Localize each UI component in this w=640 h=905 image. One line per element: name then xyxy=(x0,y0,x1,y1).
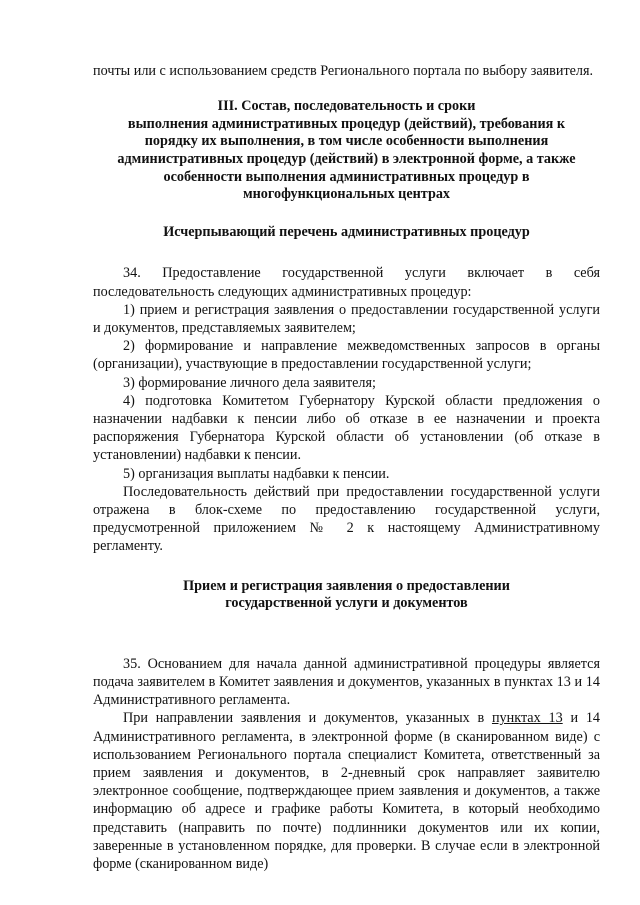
section-heading-line: порядку их выполнения, в том числе особенности выполнения xyxy=(144,133,549,150)
paragraph-35: 35. Основанием для начала данной административной процедуры является подача заявителем в Комитет заявления и документов, указанных в пунктах 13 и 14 Административного регламента. xyxy=(93,655,600,709)
section-heading-line: административных процедур (действий) в электронной форме, а также xyxy=(117,150,576,167)
section-heading xyxy=(93,98,600,204)
paragraph-text: При направлении заявления и документов, указанных в xyxy=(123,710,492,727)
sub-heading-reception xyxy=(93,578,600,613)
section-heading-line: III. Состав, последовательность и сроки xyxy=(217,98,476,115)
list-item: 2) формирование и направление межведомственных запросов в органы (организации), участвующие в предоставлении государственной услуги; xyxy=(93,338,600,373)
section-heading-line: особенности выполнения административных процедур в xyxy=(163,168,530,185)
paragraph-electronic-submission xyxy=(93,709,600,873)
list-item: 1) прием и регистрация заявления о предоставлении государственной услуги и документов, представляемых заявителем; xyxy=(93,301,600,336)
section-heading-line: многофункциональных центрах xyxy=(242,186,451,203)
sub-heading-procedures-list: Исчерпывающий перечень административных процедур xyxy=(163,223,530,240)
sub-heading-line: Прием и регистрация заявления о предоставлении xyxy=(183,577,510,594)
list-item: 4) подготовка Комитетом Губернатору Курской области предложения о назначении надбавки к пенсии либо об отказе в ее назначении и проекта распоряжения Губернатора Курской области об установлении (об отказе в установлении) надбавки к пенсии. xyxy=(93,392,600,464)
sub-heading-line: государственной услуги и документов xyxy=(225,595,468,612)
list-item: 5) организация выплаты надбавки к пенсии. xyxy=(123,465,390,482)
paragraph-text: Административного регламента, в электронной форме (в сканированном виде) с использованием Регионального портала специалист Комитета, ответственный за прием заявления и документов, в 2-дневный срок направляет заявителю электронное сообщение, подтверждающее прием заявления и документов, а также информацию об адресе и графике работы Комитета, в который необходимо представить (направить по почте) подлинники документов или их копии, заверенные в установленном порядке, для проверки. В случае если в электронной форме (сканированном виде) xyxy=(93,728,600,873)
paragraph-34: 34. Предоставление государственной услуги включает в себя последовательность следующих административных процедур: xyxy=(93,265,600,300)
paragraph-top: почты или с использованием средств Регионального портала по выбору заявителя. xyxy=(93,63,594,79)
paragraph-text: и 14 xyxy=(562,710,601,727)
paragraph-sequence: Последовательность действий при предоставлении государственной услуги отражена в блок-схеме по предоставлению государственной услуги, предусмотренной приложением № 2 к настоящему Административному регламенту. xyxy=(93,483,600,555)
section-heading-line: выполнения административных процедур (действий), требования к xyxy=(127,115,566,132)
link-clause-13[interactable]: пунктах 13 xyxy=(491,710,563,727)
list-item: 3) формирование личного дела заявителя; xyxy=(123,374,376,391)
